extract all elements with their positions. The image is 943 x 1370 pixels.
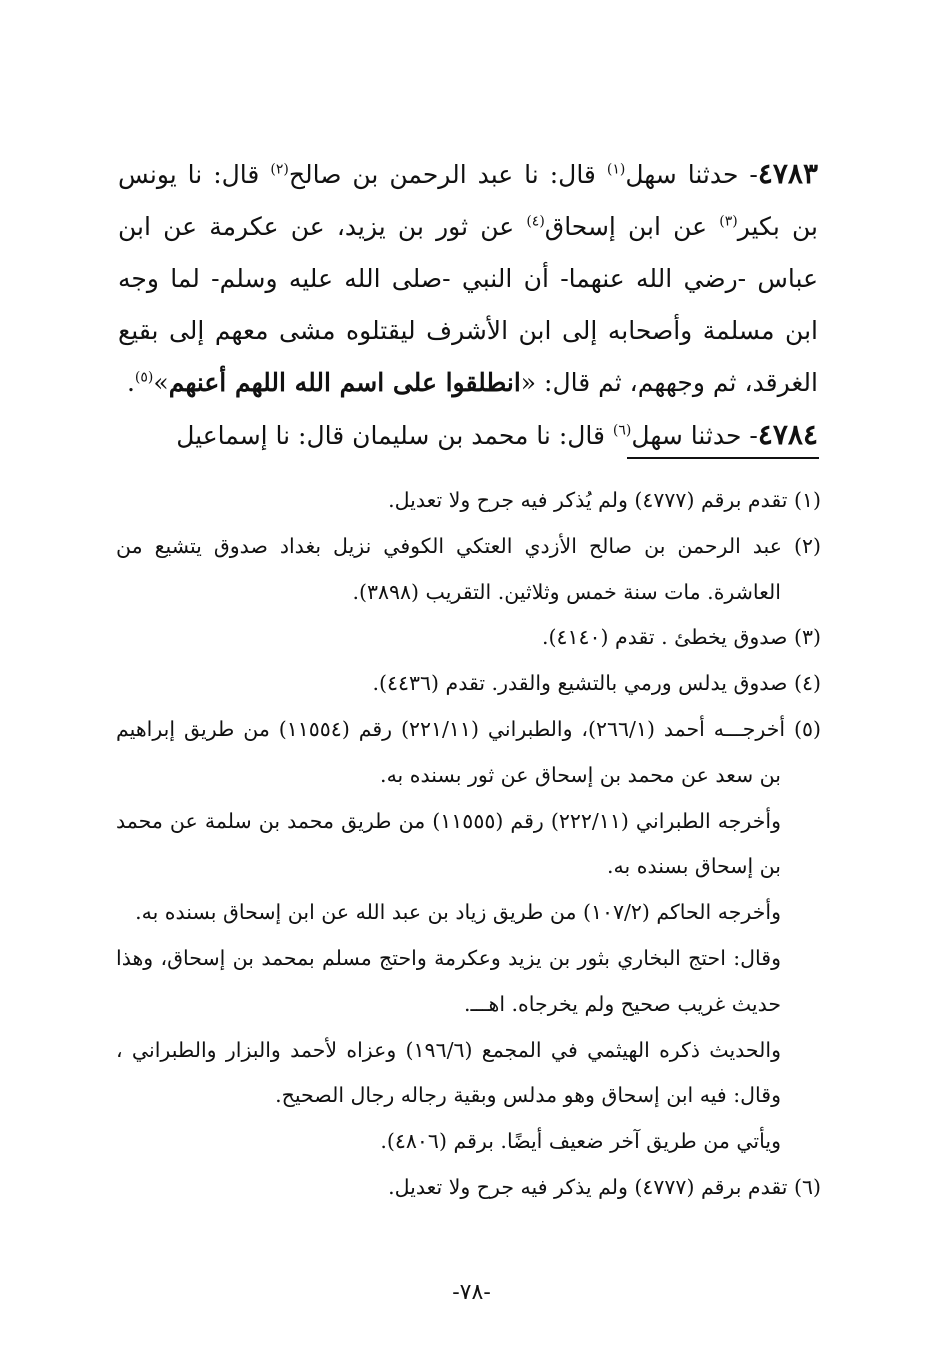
footnotes	[116, 478, 821, 1211]
text-segment: قال: نا عبد الرحمن بن صالح	[288, 160, 607, 189]
text-segment: عن ابن إسحاق	[544, 212, 720, 241]
page-number: -٧٨-	[452, 1280, 491, 1305]
quote-mark: »	[153, 368, 169, 397]
footnote-5-paragraph: وأخرجه الطبراني (٢٢٢/١١) رقم (١١٥٥٥) من طريق محمد بن سلمة عن محمد بن إسحاق بسنده به.	[116, 808, 782, 879]
footnote-5-paragraph: ويأتي من طريق آخر ضعيف أيضًا. برقم (٤٨٠٦).	[380, 1129, 781, 1154]
footnote-5-paragraph: وقال: احتج البخاري بثور بن يزيد وعكرمة واحتج مسلم بمحمد بن إسحاق، وهذا حديث غريب صحيح ولم يخرجاه. اهـــ.	[116, 945, 781, 1016]
prophetic-quote: انطلقوا على اسم الله اللهم أعنهم	[168, 368, 521, 397]
footnote-ref: (٢)	[270, 161, 289, 178]
footnote-1: (١) تقدم برقم (٤٧٧٧) ولم يُذكر فيه جرح ولا تعديل.	[388, 488, 821, 512]
footnote-separator	[627, 457, 819, 459]
hadith-number: ٤٧٨٤	[757, 418, 818, 451]
hadith-4784	[118, 409, 818, 462]
text-segment: - حدثنا سهل	[631, 421, 758, 450]
quote-mark: «	[520, 368, 537, 397]
text-segment: قال: نا يونس بن بكير	[118, 160, 818, 241]
footnote-ref: (٥)	[134, 369, 154, 386]
text-segment: قال: نا محمد بن سليمان قال: نا إسماعيل	[176, 421, 613, 450]
footnote-ref: (٣)	[719, 213, 738, 230]
footnote-6: (٦) تقدم برقم (٤٧٧٧) ولم يذكر فيه جرح ولا تعديل.	[388, 1174, 821, 1199]
footnote-5: (٥) أخرجـــه أحمد (٢٦٦/١)، والطبراني (٢٢١/١١) رقم (١١٥٥٤) من طريق إبراهيم بن سعد عن محمد بن إسحاق عن ثور بسنده به.	[116, 716, 821, 787]
footnote-5-paragraph: وأخرجه الحاكم (١٠٧/٢) من طريق زياد بن عبد الله عن ابن إسحاق بسنده به.	[135, 900, 781, 925]
footnote-3: (٣) صدوق يخطئ . تقدم (٤١٤٠).	[541, 625, 821, 650]
text-segment: - حدثنا سهل	[625, 160, 758, 189]
text-segment: عن ثور بن يزيد، عن عكرمة عن ابن عباس -رضي الله عنهما- أن النبي -صلى الله عليه وسلم- لما وجه ابن مسلمة وأصحابه إلى ابن الأشرف ليقتلوه مشى معهم إلى بقيع الغرقد، ثم وجههم، ثم قال:	[118, 212, 818, 397]
hadith-number: ٤٧٨٣	[757, 157, 818, 190]
hadith-4783	[118, 148, 818, 409]
footnote-5-paragraph: والحديث ذكره الهيثمي في المجمع (١٩٦/٦) وعزاه لأحمد والبزار والطبراني ، وقال: فيه ابن إسحاق وهو مدلس وبقية رجاله رجال الصحيح.	[116, 1037, 781, 1108]
footnote-ref: (١)	[606, 161, 626, 178]
footnote-ref: (٤)	[526, 213, 545, 230]
footnote-2: (٢) عبد الرحمن بن صالح الأزدي العتكي الكوفي نزيل بغداد صدوق يتشيع من العاشرة. مات سنة خمس وثلاثين. التقريب (٣٨٩٨).	[116, 533, 821, 604]
footnote-4: (٤) صدوق يدلس ورمي بالتشيع والقدر. تقدم (٤٤٣٦).	[372, 671, 821, 696]
footnote-ref: (٦)	[612, 422, 632, 439]
text-segment: .	[126, 368, 135, 397]
main-text	[118, 148, 818, 462]
